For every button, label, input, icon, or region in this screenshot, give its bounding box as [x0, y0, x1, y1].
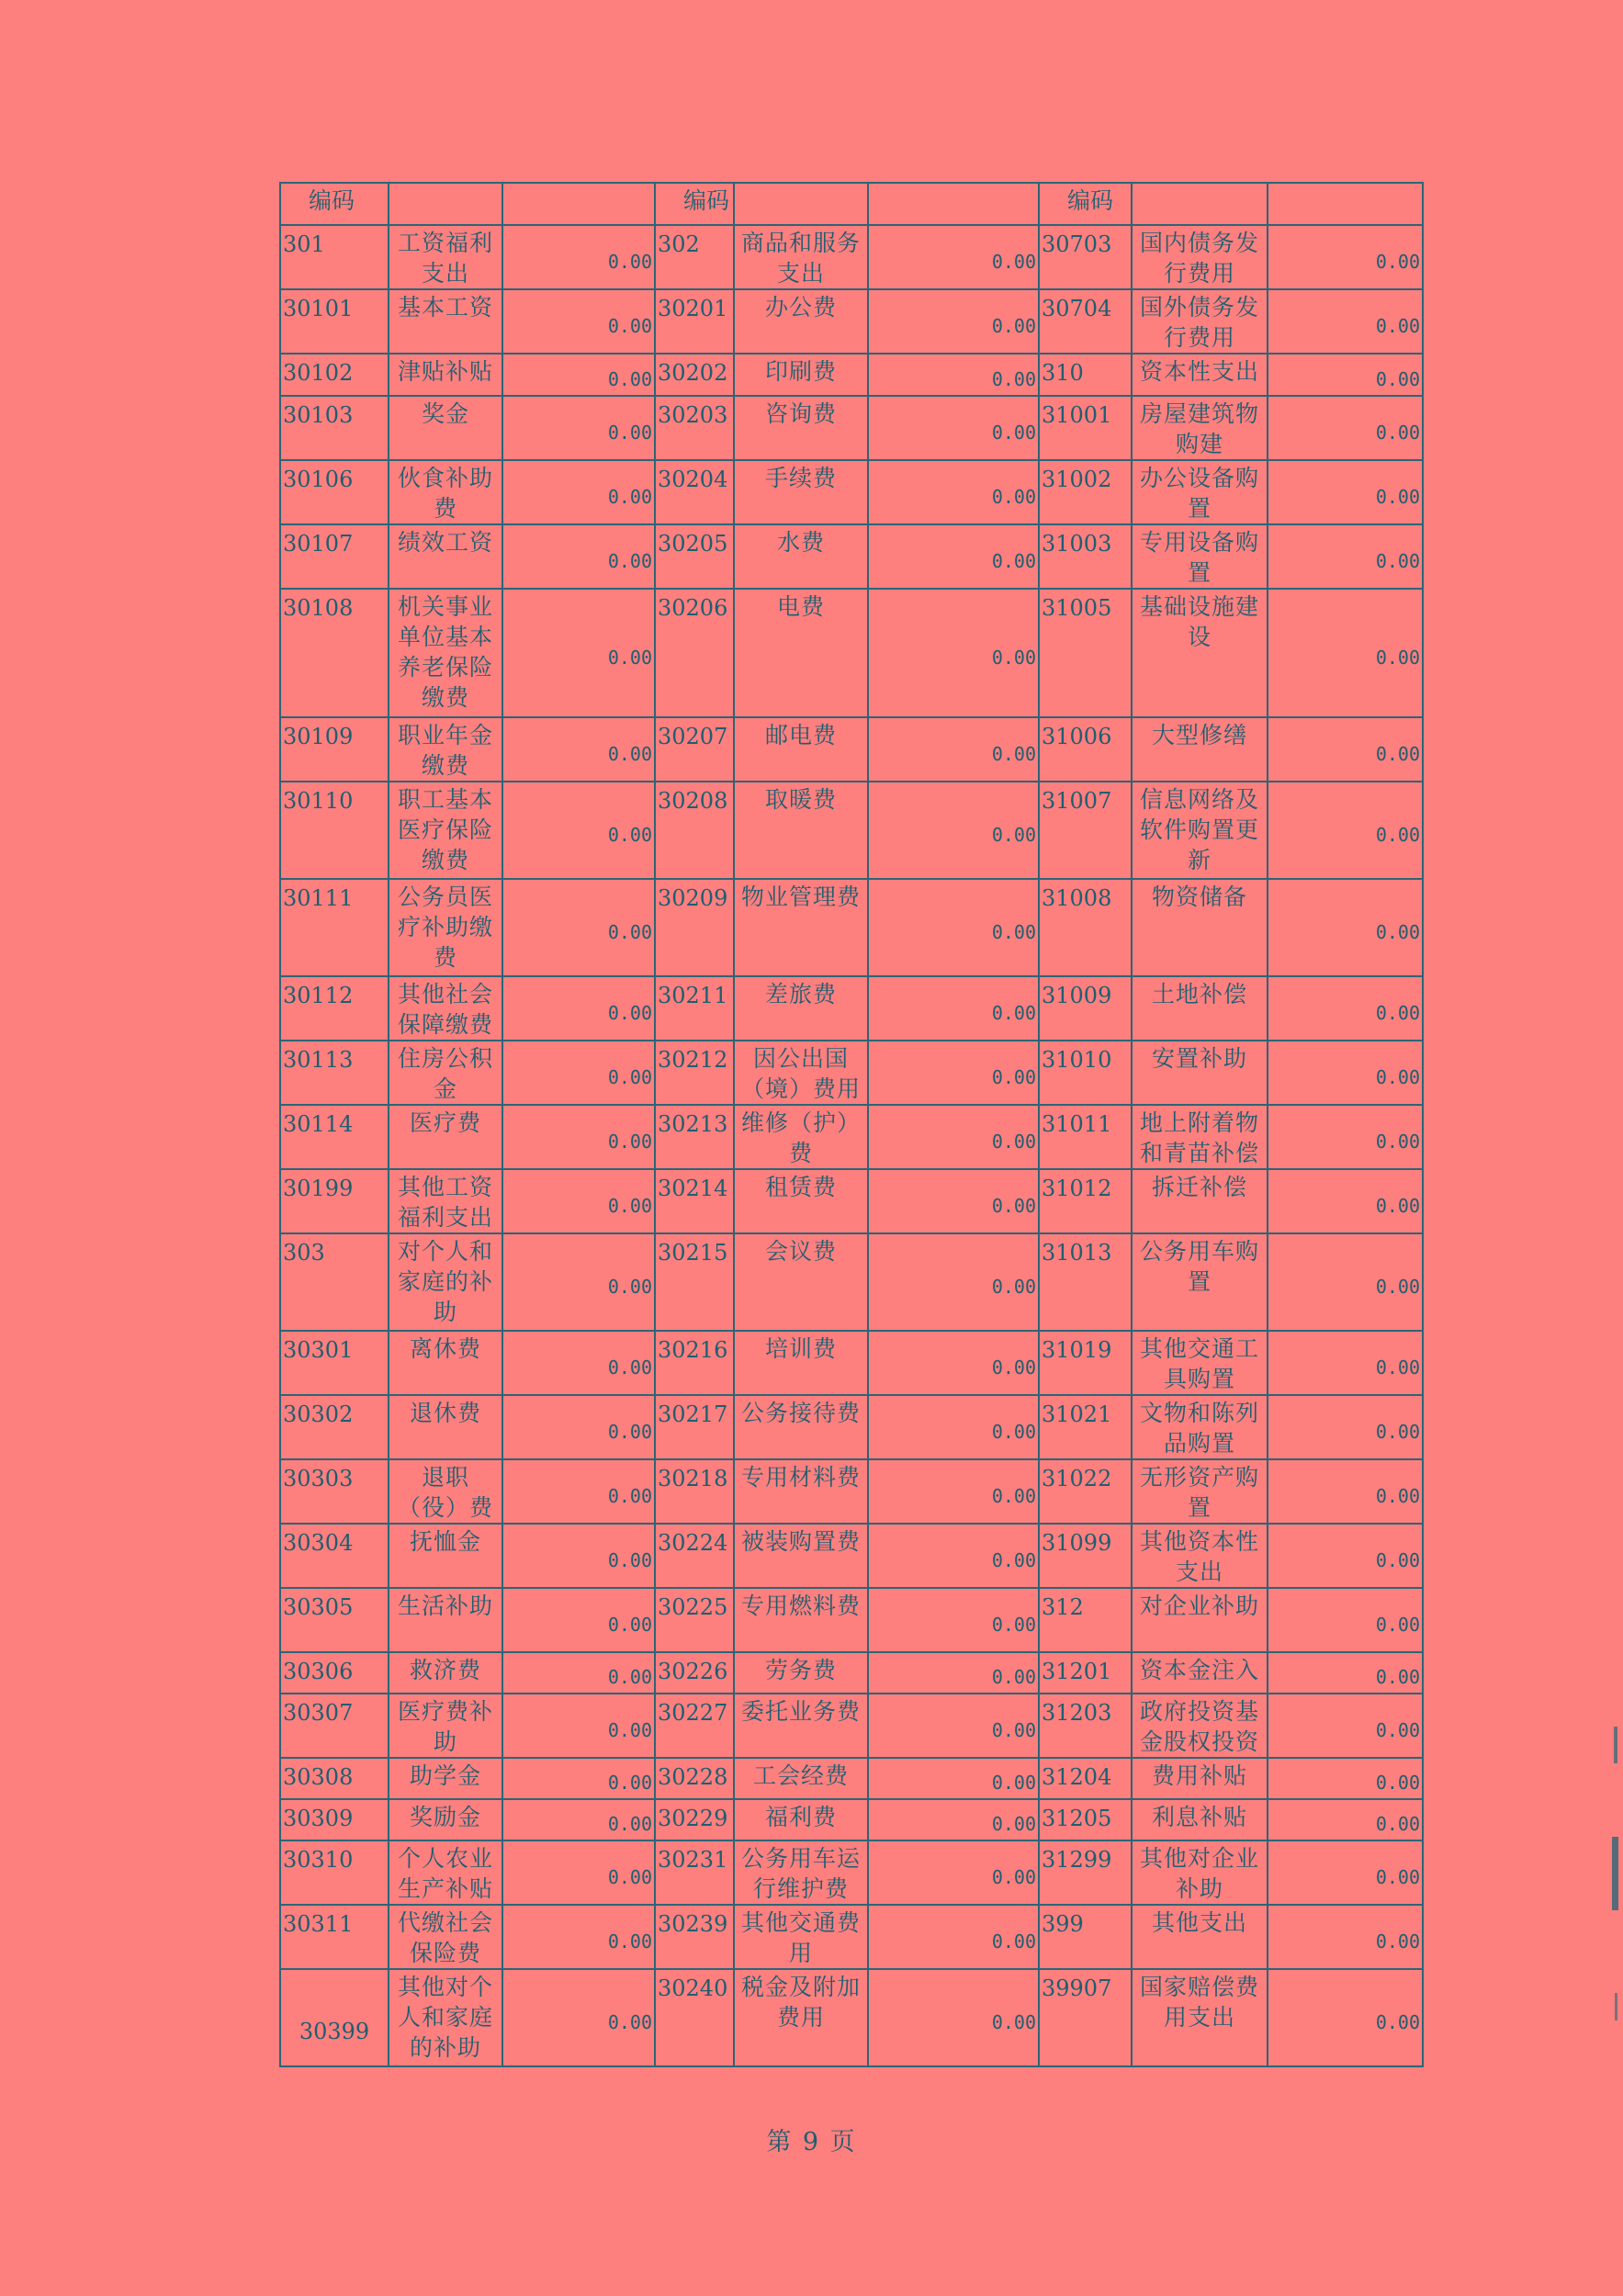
- item-code: 31203: [1039, 1694, 1132, 1758]
- item-amount: 0.00: [868, 976, 1039, 1041]
- item-amount: 0.00: [1268, 1524, 1423, 1588]
- expense-classification-table: [279, 182, 1424, 2067]
- item-name: 对个人和家庭的补助: [389, 1233, 502, 1331]
- item-amount: 0.00: [502, 589, 655, 717]
- item-amount: 0.00: [502, 879, 655, 976]
- item-name: 安置补助: [1132, 1041, 1268, 1105]
- item-code: 30111: [280, 879, 389, 976]
- item-code: 30207: [655, 717, 734, 782]
- item-code: 31003: [1039, 524, 1132, 589]
- item-name: 因公出国（境）费用: [734, 1041, 868, 1105]
- item-amount: 0.00: [868, 879, 1039, 976]
- item-code: 30106: [280, 460, 389, 524]
- item-code: 39907: [1039, 1969, 1132, 2066]
- item-name: 税金及附加费用: [734, 1969, 868, 2066]
- item-code: 30239: [655, 1905, 734, 1969]
- item-amount: 0.00: [1268, 396, 1423, 460]
- item-code: 30107: [280, 524, 389, 589]
- item-name: 代缴社会保险费: [389, 1905, 502, 1969]
- table-row: [280, 1233, 1423, 1331]
- item-amount: 0.00: [502, 1694, 655, 1758]
- item-name: 住房公积金: [389, 1041, 502, 1105]
- item-name: 咨询费: [734, 396, 868, 460]
- item-amount: 0.00: [868, 1799, 1039, 1840]
- item-amount: 0.00: [1268, 879, 1423, 976]
- item-name: 电费: [734, 589, 868, 717]
- item-amount: 0.00: [868, 1233, 1039, 1331]
- item-amount: 0.00: [502, 1758, 655, 1799]
- code-header: 编码: [655, 183, 734, 225]
- item-name: 退休费: [389, 1395, 502, 1459]
- item-name: 机关事业单位基本养老保险缴费: [389, 589, 502, 717]
- item-code: 30399: [280, 1969, 389, 2066]
- item-amount: 0.00: [868, 1395, 1039, 1459]
- item-name: 医疗费: [389, 1105, 502, 1169]
- item-name: 公务用车运行维护费: [734, 1840, 868, 1905]
- amount-header: [1268, 183, 1423, 225]
- name-header: [1132, 183, 1268, 225]
- item-code: 303: [280, 1233, 389, 1331]
- item-code: 30102: [280, 354, 389, 396]
- item-amount: 0.00: [1268, 1905, 1423, 1969]
- item-code: 30704: [1039, 289, 1132, 354]
- item-amount: 0.00: [868, 1969, 1039, 2066]
- item-name: 生活补助: [389, 1588, 502, 1652]
- item-name: 个人农业生产补贴: [389, 1840, 502, 1905]
- table-row: [280, 1524, 1423, 1588]
- item-name: 其他社会保障缴费: [389, 976, 502, 1041]
- item-name: 工会经费: [734, 1758, 868, 1799]
- item-name: 其他交通工具购置: [1132, 1331, 1268, 1395]
- item-code: 31201: [1039, 1652, 1132, 1694]
- item-name: 委托业务费: [734, 1694, 868, 1758]
- item-code: 30240: [655, 1969, 734, 2066]
- item-name: 其他支出: [1132, 1905, 1268, 1969]
- table-row: [280, 782, 1423, 879]
- item-amount: 0.00: [502, 1041, 655, 1105]
- item-amount: 0.00: [868, 1758, 1039, 1799]
- item-name: 租赁费: [734, 1169, 868, 1233]
- item-code: 30208: [655, 782, 734, 879]
- item-name: 印刷费: [734, 354, 868, 396]
- item-code: 31205: [1039, 1799, 1132, 1840]
- item-name: 手续费: [734, 460, 868, 524]
- item-amount: 0.00: [868, 1524, 1039, 1588]
- item-code: 30304: [280, 1524, 389, 1588]
- item-name: 政府投资基金股权投资: [1132, 1694, 1268, 1758]
- item-code: 399: [1039, 1905, 1132, 1969]
- item-amount: 0.00: [868, 1652, 1039, 1694]
- item-code: 30309: [280, 1799, 389, 1840]
- item-code: 30215: [655, 1233, 734, 1331]
- table-row: [280, 1905, 1423, 1969]
- item-amount: 0.00: [1268, 1652, 1423, 1694]
- item-code: 30203: [655, 396, 734, 460]
- table-row: [280, 717, 1423, 782]
- item-amount: 0.00: [1268, 1694, 1423, 1758]
- table-row: [280, 354, 1423, 396]
- item-name: 伙食补助费: [389, 460, 502, 524]
- item-amount: 0.00: [1268, 589, 1423, 717]
- item-code: 30103: [280, 396, 389, 460]
- item-amount: 0.00: [502, 717, 655, 782]
- item-code: 30214: [655, 1169, 734, 1233]
- item-code: 30217: [655, 1395, 734, 1459]
- item-name: 基础设施建设: [1132, 589, 1268, 717]
- item-amount: 0.00: [868, 782, 1039, 879]
- item-amount: 0.00: [502, 289, 655, 354]
- item-code: 31009: [1039, 976, 1132, 1041]
- item-amount: 0.00: [868, 524, 1039, 589]
- item-amount: 0.00: [868, 1041, 1039, 1105]
- table-row: [280, 879, 1423, 976]
- item-amount: 0.00: [1268, 1331, 1423, 1395]
- item-code: 30301: [280, 1331, 389, 1395]
- item-amount: 0.00: [1268, 782, 1423, 879]
- item-amount: 0.00: [502, 782, 655, 879]
- item-name: 专用设备购置: [1132, 524, 1268, 589]
- item-code: 30307: [280, 1694, 389, 1758]
- item-amount: 0.00: [502, 1395, 655, 1459]
- item-code: 31099: [1039, 1524, 1132, 1588]
- item-code: 31022: [1039, 1459, 1132, 1524]
- item-amount: 0.00: [502, 1459, 655, 1524]
- item-code: 30205: [655, 524, 734, 589]
- item-name: 离休费: [389, 1331, 502, 1395]
- item-code: 310: [1039, 354, 1132, 396]
- item-amount: 0.00: [868, 1588, 1039, 1652]
- item-code: 30109: [280, 717, 389, 782]
- item-code: 30114: [280, 1105, 389, 1169]
- item-amount: 0.00: [1268, 354, 1423, 396]
- item-amount: 0.00: [502, 1799, 655, 1840]
- item-amount: 0.00: [1268, 1105, 1423, 1169]
- item-name: 绩效工资: [389, 524, 502, 589]
- item-amount: 0.00: [1268, 1840, 1423, 1905]
- item-code: 31204: [1039, 1758, 1132, 1799]
- name-header: [389, 183, 502, 225]
- item-amount: 0.00: [1268, 524, 1423, 589]
- item-name: 物业管理费: [734, 879, 868, 976]
- page-number: 第 9 页: [766, 2128, 857, 2156]
- item-code: 31299: [1039, 1840, 1132, 1905]
- table-row: [280, 1588, 1423, 1652]
- item-name: 专用材料费: [734, 1459, 868, 1524]
- item-amount: 0.00: [868, 1331, 1039, 1395]
- item-amount: 0.00: [1268, 1459, 1423, 1524]
- item-code: 30204: [655, 460, 734, 524]
- item-code: 30310: [280, 1840, 389, 1905]
- table-row: [280, 1105, 1423, 1169]
- item-amount: 0.00: [502, 1588, 655, 1652]
- table-row: [280, 1840, 1423, 1905]
- item-name: 信息网络及软件购置更新: [1132, 782, 1268, 879]
- item-amount: 0.00: [502, 524, 655, 589]
- item-amount: 0.00: [502, 1652, 655, 1694]
- item-name: 对企业补助: [1132, 1588, 1268, 1652]
- item-name: 其他工资福利支出: [389, 1169, 502, 1233]
- item-name: 基本工资: [389, 289, 502, 354]
- item-code: 31010: [1039, 1041, 1132, 1105]
- item-code: 302: [655, 225, 734, 289]
- item-code: 30305: [280, 1588, 389, 1652]
- table-row: [280, 1169, 1423, 1233]
- item-amount: 0.00: [1268, 1233, 1423, 1331]
- item-code: 31005: [1039, 589, 1132, 717]
- amount-header: [502, 183, 655, 225]
- table-row: [280, 1331, 1423, 1395]
- item-code: 30302: [280, 1395, 389, 1459]
- item-code: 30108: [280, 589, 389, 717]
- item-amount: 0.00: [868, 354, 1039, 396]
- item-amount: 0.00: [1268, 1395, 1423, 1459]
- item-amount: 0.00: [502, 1331, 655, 1395]
- item-name: 办公费: [734, 289, 868, 354]
- item-code: 30311: [280, 1905, 389, 1969]
- item-name: 医疗费补助: [389, 1694, 502, 1758]
- item-code: 301: [280, 225, 389, 289]
- item-amount: 0.00: [868, 289, 1039, 354]
- item-name: 无形资产购置: [1132, 1459, 1268, 1524]
- item-amount: 0.00: [1268, 976, 1423, 1041]
- item-name: 公务员医疗补助缴费: [389, 879, 502, 976]
- table-row: [280, 1041, 1423, 1105]
- item-name: 工资福利支出: [389, 225, 502, 289]
- item-name: 邮电费: [734, 717, 868, 782]
- item-amount: 0.00: [502, 1169, 655, 1233]
- item-amount: 0.00: [1268, 1169, 1423, 1233]
- item-amount: 0.00: [502, 460, 655, 524]
- item-amount: 0.00: [868, 225, 1039, 289]
- item-amount: 0.00: [502, 1905, 655, 1969]
- item-name: 国外债务发行费用: [1132, 289, 1268, 354]
- item-name: 商品和服务支出: [734, 225, 868, 289]
- item-name: 大型修缮: [1132, 717, 1268, 782]
- item-name: 劳务费: [734, 1652, 868, 1694]
- table-row: [280, 1799, 1423, 1840]
- item-name: 其他资本性支出: [1132, 1524, 1268, 1588]
- item-amount: 0.00: [868, 1169, 1039, 1233]
- table-row: [280, 396, 1423, 460]
- item-code: 30206: [655, 589, 734, 717]
- item-name: 资本性支出: [1132, 354, 1268, 396]
- item-amount: 0.00: [868, 1459, 1039, 1524]
- item-code: 31007: [1039, 782, 1132, 879]
- item-code: 30112: [280, 976, 389, 1041]
- table-row: [280, 289, 1423, 354]
- table-header-row: [280, 183, 1423, 225]
- item-amount: 0.00: [1268, 289, 1423, 354]
- item-name: 津贴补贴: [389, 354, 502, 396]
- item-amount: 0.00: [502, 1969, 655, 2066]
- item-name: 救济费: [389, 1652, 502, 1694]
- item-name: 其他对个人和家庭的补助: [389, 1969, 502, 2066]
- item-amount: 0.00: [1268, 1758, 1423, 1799]
- item-amount: 0.00: [502, 976, 655, 1041]
- table-row: [280, 1652, 1423, 1694]
- item-amount: 0.00: [502, 396, 655, 460]
- item-code: 30224: [655, 1524, 734, 1588]
- item-name: 其他交通费用: [734, 1905, 868, 1969]
- item-code: 31021: [1039, 1395, 1132, 1459]
- item-code: 30209: [655, 879, 734, 976]
- item-code: 31013: [1039, 1233, 1132, 1331]
- code-header: 编码: [1039, 183, 1132, 225]
- table-row: [280, 1969, 1423, 2066]
- item-name: 物资储备: [1132, 879, 1268, 976]
- item-code: 30110: [280, 782, 389, 879]
- item-amount: 0.00: [502, 225, 655, 289]
- item-code: 30306: [280, 1652, 389, 1694]
- item-code: 30212: [655, 1041, 734, 1105]
- item-name: 公务接待费: [734, 1395, 868, 1459]
- item-name: 公务用车购置: [1132, 1233, 1268, 1331]
- item-amount: 0.00: [502, 354, 655, 396]
- item-name: 福利费: [734, 1799, 868, 1840]
- item-name: 国内债务发行费用: [1132, 225, 1268, 289]
- item-code: 31008: [1039, 879, 1132, 976]
- item-code: 30229: [655, 1799, 734, 1840]
- item-amount: 0.00: [868, 1694, 1039, 1758]
- item-code: 30218: [655, 1459, 734, 1524]
- item-code: 30703: [1039, 225, 1132, 289]
- name-header: [734, 183, 868, 225]
- table-row: [280, 1694, 1423, 1758]
- table-row: [280, 1758, 1423, 1799]
- item-name: 资本金注入: [1132, 1652, 1268, 1694]
- item-amount: 0.00: [868, 589, 1039, 717]
- item-amount: 0.00: [502, 1105, 655, 1169]
- item-code: 31001: [1039, 396, 1132, 460]
- table-row: [280, 225, 1423, 289]
- item-amount: 0.00: [502, 1840, 655, 1905]
- item-code: 31019: [1039, 1331, 1132, 1395]
- item-code: 30202: [655, 354, 734, 396]
- item-name: 被装购置费: [734, 1524, 868, 1588]
- item-amount: 0.00: [1268, 717, 1423, 782]
- item-name: 抚恤金: [389, 1524, 502, 1588]
- item-name: 职工基本医疗保险缴费: [389, 782, 502, 879]
- item-code: 30213: [655, 1105, 734, 1169]
- item-code: 312: [1039, 1588, 1132, 1652]
- item-name: 文物和陈列品购置: [1132, 1395, 1268, 1459]
- item-amount: 0.00: [868, 1840, 1039, 1905]
- item-name: 取暖费: [734, 782, 868, 879]
- item-code: 30227: [655, 1694, 734, 1758]
- item-name: 费用补贴: [1132, 1758, 1268, 1799]
- item-amount: 0.00: [1268, 1799, 1423, 1840]
- table-row: [280, 1395, 1423, 1459]
- item-amount: 0.00: [1268, 1588, 1423, 1652]
- item-code: 30228: [655, 1758, 734, 1799]
- item-amount: 0.00: [868, 396, 1039, 460]
- item-code: 30226: [655, 1652, 734, 1694]
- amount-header: [868, 183, 1039, 225]
- item-name: 职业年金缴费: [389, 717, 502, 782]
- item-name: 拆迁补偿: [1132, 1169, 1268, 1233]
- item-amount: 0.00: [502, 1524, 655, 1588]
- item-code: 30231: [655, 1840, 734, 1905]
- item-amount: 0.00: [868, 1905, 1039, 1969]
- item-code: 30225: [655, 1588, 734, 1652]
- item-name: 土地补偿: [1132, 976, 1268, 1041]
- item-name: 奖金: [389, 396, 502, 460]
- item-name: 国家赔偿费用支出: [1132, 1969, 1268, 2066]
- code-header: 编码: [280, 183, 389, 225]
- table-row: [280, 1459, 1423, 1524]
- item-amount: 0.00: [1268, 460, 1423, 524]
- item-code: 30201: [655, 289, 734, 354]
- item-code: 31002: [1039, 460, 1132, 524]
- item-name: 会议费: [734, 1233, 868, 1331]
- item-name: 维修（护）费: [734, 1105, 868, 1169]
- item-code: 30303: [280, 1459, 389, 1524]
- item-name: 房屋建筑物购建: [1132, 396, 1268, 460]
- item-name: 差旅费: [734, 976, 868, 1041]
- item-name: 退职（役）费: [389, 1459, 502, 1524]
- item-code: 31006: [1039, 717, 1132, 782]
- item-code: 30113: [280, 1041, 389, 1105]
- item-code: 31011: [1039, 1105, 1132, 1169]
- item-name: 水费: [734, 524, 868, 589]
- item-code: 30211: [655, 976, 734, 1041]
- item-name: 利息补贴: [1132, 1799, 1268, 1840]
- item-amount: 0.00: [502, 1233, 655, 1331]
- item-name: 地上附着物和青苗补偿: [1132, 1105, 1268, 1169]
- item-amount: 0.00: [868, 717, 1039, 782]
- table-row: [280, 976, 1423, 1041]
- item-name: 培训费: [734, 1331, 868, 1395]
- item-amount: 0.00: [1268, 225, 1423, 289]
- scan-edge-marks: [1606, 1727, 1619, 2039]
- item-name: 助学金: [389, 1758, 502, 1799]
- item-code: 30308: [280, 1758, 389, 1799]
- item-code: 30199: [280, 1169, 389, 1233]
- table-row: [280, 524, 1423, 589]
- item-code: 31012: [1039, 1169, 1132, 1233]
- item-amount: 0.00: [1268, 1041, 1423, 1105]
- item-name: 办公设备购置: [1132, 460, 1268, 524]
- item-amount: 0.00: [868, 1105, 1039, 1169]
- item-code: 30216: [655, 1331, 734, 1395]
- item-name: 奖励金: [389, 1799, 502, 1840]
- table-row: [280, 589, 1423, 717]
- item-name: 其他对企业补助: [1132, 1840, 1268, 1905]
- item-code: 30101: [280, 289, 389, 354]
- table-row: [280, 460, 1423, 524]
- item-name: 专用燃料费: [734, 1588, 868, 1652]
- item-amount: 0.00: [868, 460, 1039, 524]
- item-amount: 0.00: [1268, 1969, 1423, 2066]
